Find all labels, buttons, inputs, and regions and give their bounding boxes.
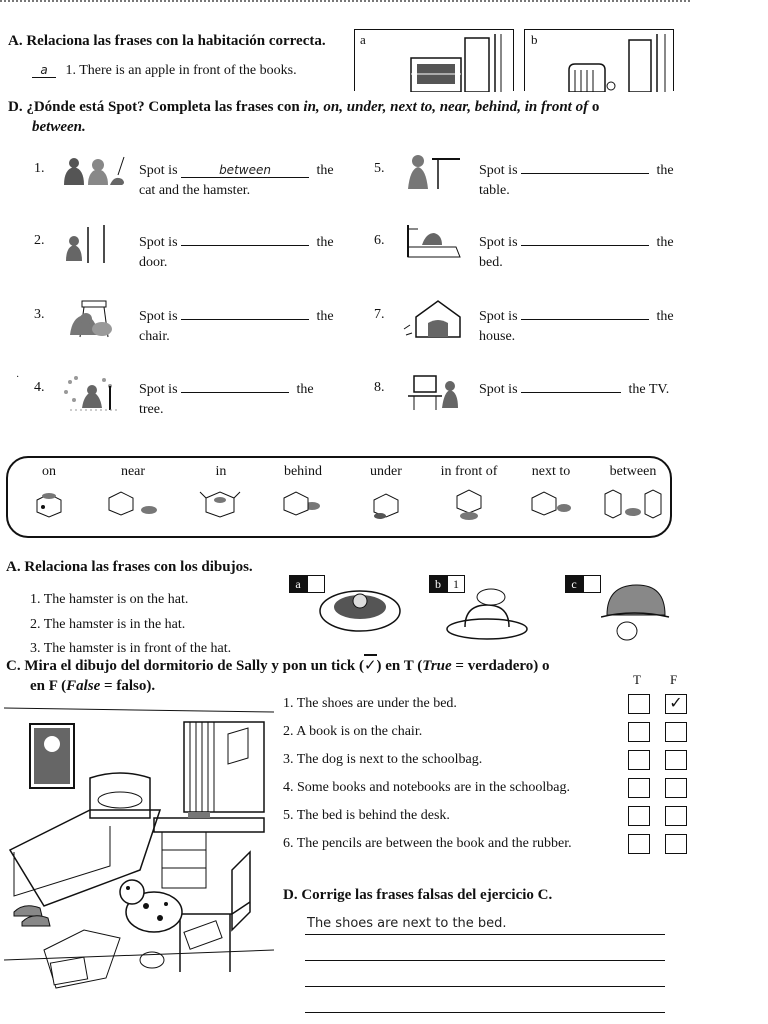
section-c-true-word: True [422,658,452,674]
spot-item-8 [374,380,704,430]
correction-line-2[interactable] [305,960,665,961]
t-checkbox-1[interactable] [628,694,650,714]
box-between-icon [603,486,663,522]
t-checkbox-3[interactable] [628,750,650,770]
f-checkbox-3[interactable] [665,750,687,770]
spot-item-line2: chair. [139,329,170,344]
spot-item-answer[interactable] [521,173,649,174]
t-checkbox-6[interactable] [628,834,650,854]
legend-near [92,464,174,518]
spot-under-table-picture [404,153,464,193]
hamster-in-hat-icon [317,583,403,635]
t-checkbox-5[interactable] [628,806,650,826]
spot-item-lead: Spot is [479,235,518,250]
spot-near-tree-picture [60,372,130,412]
section-c-title-line2-a: en F ( [30,678,67,694]
box-behind-icon [278,486,328,518]
spot-item-answer[interactable] [521,319,649,320]
room-a-box[interactable] [354,29,514,91]
section-a2-title: A. Relaciona las frases con los dibujos. [6,559,253,575]
spot-item-line2: table. [479,183,510,198]
label-b: b [429,575,447,593]
section-a1-title: A. Relaciona las frases con la habitación correcta. [8,33,326,49]
spot-item-7 [374,307,704,357]
section-d1-title-prefix: D. ¿Dónde está Spot? Completa las frases con [8,99,304,115]
section-a2-sentence-3: 3. The hamster is in front of the hat. [30,641,232,656]
section-c-title-c: = verdadero) o [451,658,550,674]
label-c: c [565,575,583,593]
spot-item-number: 8. [374,380,385,395]
section-c-sentence-1: 1. The shoes are under the bed. [283,696,457,711]
legend-in-front-of [428,464,510,522]
spot-item-line2: door. [139,255,168,270]
correction-line-4[interactable] [305,1012,665,1013]
spot-item-answer[interactable] [521,245,649,246]
spot-near-tv-picture [404,372,464,412]
spot-item-tail: the [316,235,334,250]
section-c-title-b: ) en T ( [376,658,423,674]
section-c-sentence-5: 5. The bed is behind the desk. [283,808,450,823]
spot-item-lead: Spot is [479,309,518,324]
f-checkbox-4[interactable] [665,778,687,798]
spot-item-number: 3. [34,307,45,322]
room-b-label: b [531,32,538,47]
spot-item-answer[interactable] [181,245,309,246]
section-c-sentence-3: 3. The dog is next to the schoolbag. [283,752,483,767]
hamster-in-front-of-hat-icon [601,579,671,643]
spot-item-line2: bed. [479,255,503,270]
section-a1-item [32,63,297,79]
box-near-icon [103,486,163,518]
spot-item-line2: cat and the hamster. [139,183,251,198]
room-b-drawing [525,30,673,92]
legend-in [180,464,262,518]
spot-item-lead: Spot is [479,382,518,397]
spot-item-4 [34,380,364,430]
bedroom-illustration [4,700,274,1020]
spot-next-to-door-picture [60,225,130,265]
spot-item-answer[interactable]: between [181,164,309,178]
section-d1-title-o: o [588,99,600,115]
spot-item-lead: Spot is [479,163,518,178]
legend-on [8,464,90,518]
spot-item-tail: the [296,382,314,397]
top-cut-line [0,0,690,3]
f-checkbox-1[interactable]: ✓ [665,694,687,714]
spot-item-number: 7. [374,307,385,322]
t-checkbox-4[interactable] [628,778,650,798]
spot-item-3 [34,307,364,357]
spot-item-number: 1. [34,161,45,176]
legend-label: on [42,464,56,479]
stray-dot: · [16,372,20,383]
legend-between [592,464,674,522]
f-checkbox-5[interactable] [665,806,687,826]
section-c-tick: ✓ [363,656,377,674]
label-a: a [289,575,307,593]
spot-item-1 [34,161,364,211]
section-a2-sentence-1: 1. The hamster is on the hat. [30,592,189,607]
spot-item-tail: the [316,309,334,324]
section-c-title [6,656,550,675]
f-checkbox-2[interactable] [665,722,687,742]
spot-item-tail: the [656,309,674,324]
section-c-title-a: C. Mira el dibujo del dormitorio de Sally y pon un tick ( [6,658,364,674]
spot-item-tail: the [656,235,674,250]
section-a1-answer[interactable]: a [32,64,56,78]
spot-item-2 [34,233,364,283]
section-c-sentence-4: 4. Some books and notebooks are in the schoolbag. [283,780,570,795]
correction-line-1[interactable] [305,934,665,935]
column-header-t: T [633,672,641,687]
spot-item-answer[interactable] [521,392,621,393]
box-in-front-of-icon [447,486,491,522]
section-a1-sentence: 1. There is an apple in front of the books. [65,63,297,78]
spot-item-number: 2. [34,233,45,248]
spot-item-6 [374,233,704,283]
spot-item-5 [374,161,704,211]
section-d1-title-words: in, on, under, next to, near, behind, in front of [303,99,589,115]
spot-item-tail: the [316,163,334,178]
spot-item-answer[interactable] [181,319,309,320]
legend-behind [262,464,344,518]
spot-item-answer[interactable] [181,392,289,393]
section-d1-title-between: between. [32,119,86,135]
box-in-icon [196,486,246,518]
legend-label: in front of [440,464,498,479]
section-d1-title [8,99,599,116]
legend-label: near [120,464,146,479]
hamster-on-hat-icon [443,579,533,641]
box-next-to-icon [526,486,576,518]
box-on-icon [29,486,69,518]
spot-item-tail: the TV. [628,382,670,397]
answer-box-b[interactable]: 1 [447,575,465,593]
correction-answer-1[interactable]: The shoes are next to the bed. [307,916,507,931]
legend-next-to [510,464,592,518]
t-checkbox-2[interactable] [628,722,650,742]
prepositions-legend [6,456,672,538]
spot-item-lead: Spot is [139,309,178,324]
section-c-title-line2-b: = falso). [100,678,156,694]
column-header-f: F [670,672,678,687]
spot-item-number: 5. [374,161,385,176]
room-a-drawing [355,30,513,92]
spot-item-lead: Spot is [139,163,178,178]
section-c-false-word: False [66,678,101,694]
section-a2-sentence-2: 2. The hamster is in the hat. [30,617,186,632]
section-d2-title: D. Corrige las frases falsas del ejercicio C. [283,887,553,903]
section-c-title-line2 [30,678,155,695]
legend-label: under [370,464,402,479]
f-checkbox-6[interactable] [665,834,687,854]
box-under-icon [366,486,406,522]
legend-under [345,464,427,522]
spot-on-bed-picture [404,225,464,265]
spot-item-number: 4. [34,380,45,395]
spot-in-house-picture [402,299,472,341]
legend-label: between [609,464,657,479]
spot-item-line2: house. [479,329,516,344]
legend-label: behind [283,464,323,479]
correction-line-3[interactable] [305,986,665,987]
spot-item-lead: Spot is [139,235,178,250]
spot-under-chair-picture [60,299,130,339]
section-d1-title-line2 [32,119,86,136]
spot-item-tail: the [656,163,674,178]
answer-box-c[interactable] [583,575,601,593]
legend-label: in [215,464,227,479]
room-a-label: a [360,32,366,47]
spot-between-cat-hamster-picture [60,153,130,189]
spot-item-number: 6. [374,233,385,248]
section-c-sentence-6: 6. The pencils are between the book and the rubber. [283,836,572,851]
section-c-sentence-2: 2. A book is on the chair. [283,724,423,739]
spot-item-line2: tree. [139,402,164,417]
legend-label: next to [531,464,571,479]
room-b-box[interactable] [524,29,674,91]
spot-item-lead: Spot is [139,382,178,397]
